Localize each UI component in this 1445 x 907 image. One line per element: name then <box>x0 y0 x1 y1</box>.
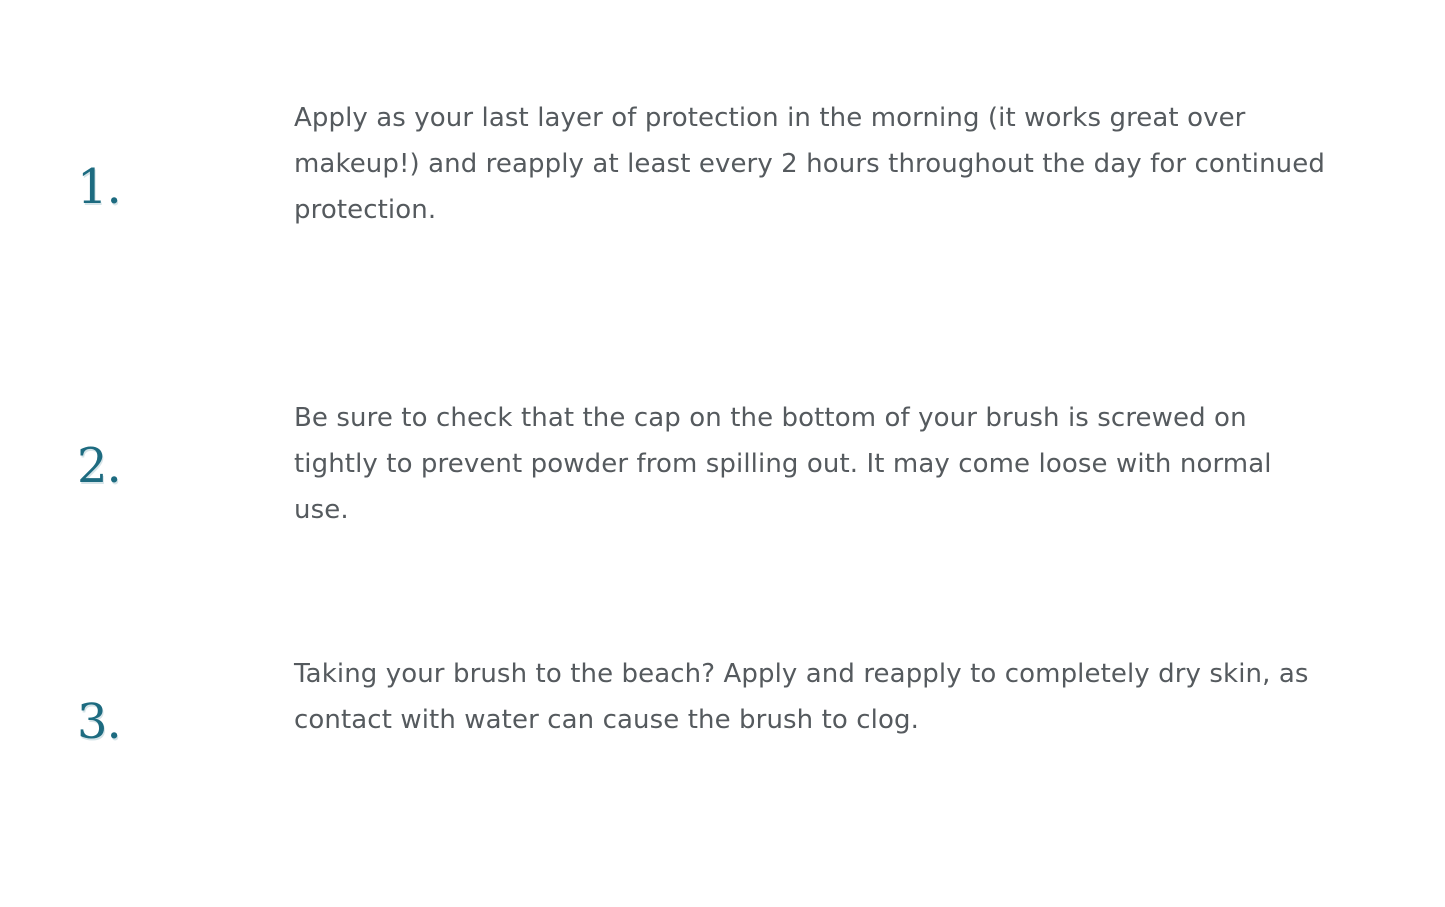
step-description: Taking your brush to the beach? Apply and reapply to completely dry skin, as contact with water can cause the brush to clog. <box>294 659 1309 735</box>
step-number: 1. <box>77 159 121 215</box>
step-description: Be sure to check that the cap on the bottom of your brush is screwed on tightly to prevent powder from spilling out. It may come loose with normal use. <box>294 403 1272 525</box>
step-description: Apply as your last layer of protection in the morning (it works great over makeup!) and reapply at least every 2 hours throughout the day for continued protection. <box>294 103 1325 225</box>
step-number: 3. <box>77 694 121 750</box>
step-number: 2. <box>77 438 121 494</box>
